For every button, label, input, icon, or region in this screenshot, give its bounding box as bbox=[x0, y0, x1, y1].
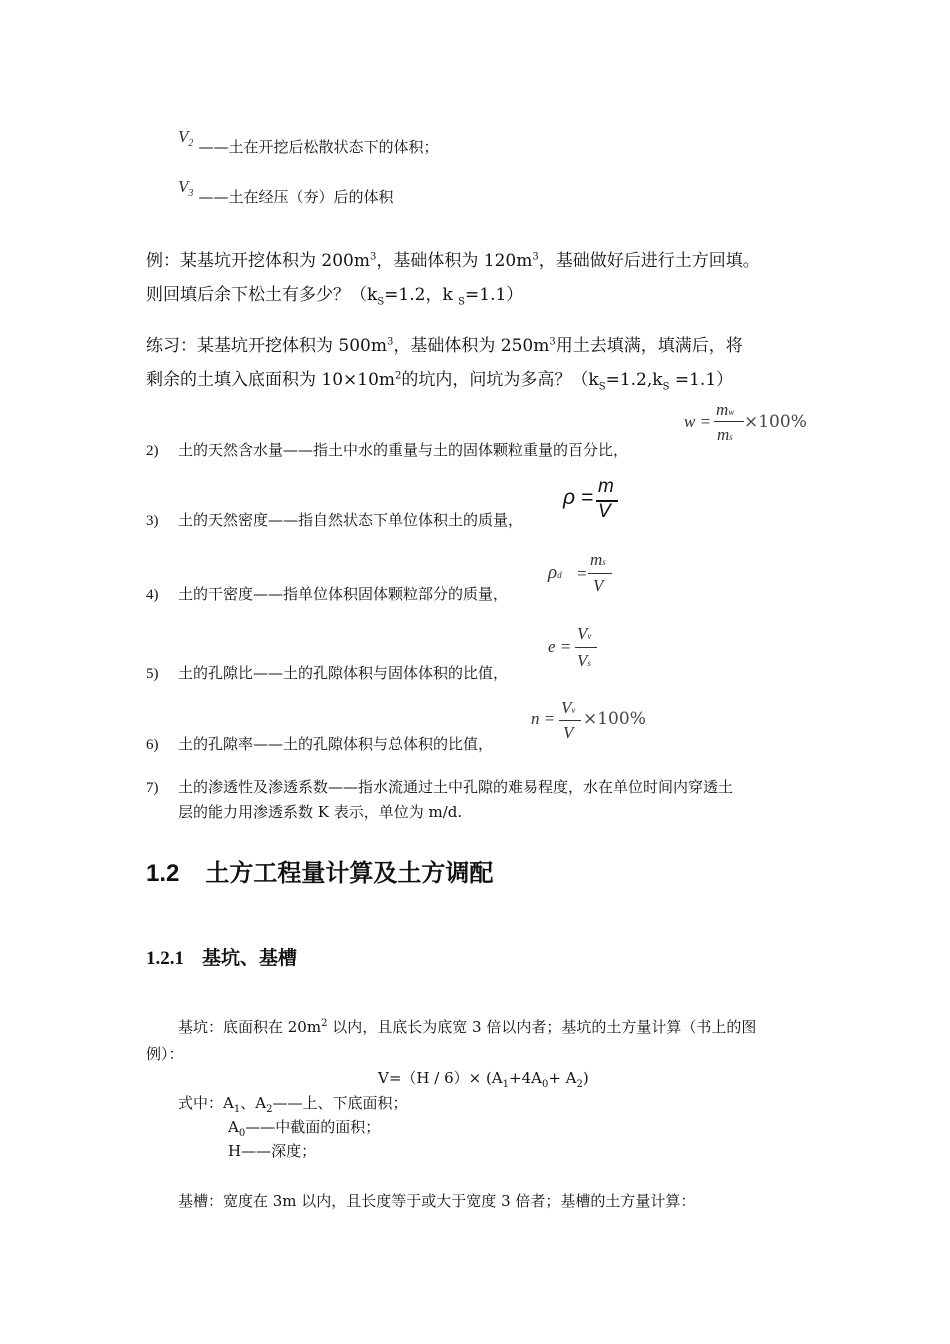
pit-h-line bbox=[228, 1140, 316, 1161]
denominator-symbol: V bbox=[577, 651, 588, 670]
exercise-text-g: =1.1） bbox=[669, 370, 734, 390]
pit-formula-sub-0: 0 bbox=[541, 1079, 549, 1090]
rho-sub: d bbox=[557, 570, 562, 580]
formula-numerator bbox=[716, 400, 734, 420]
pit-formula-sub-1: 1 bbox=[502, 1079, 510, 1090]
example-sub-2: S bbox=[458, 296, 466, 308]
example-text-b: ，基础体积为 120m bbox=[376, 251, 533, 271]
pit-where-sub-2: 2 bbox=[266, 1104, 273, 1115]
v2-text: ——土在开挖后松散状态下的体积； bbox=[198, 138, 439, 156]
item-porosity bbox=[146, 733, 493, 754]
subsection-number: 1.2.1 bbox=[146, 948, 184, 969]
formula-lhs: w = bbox=[684, 412, 712, 431]
section-number: 1.2 bbox=[146, 860, 180, 887]
v2-definition bbox=[178, 126, 439, 156]
exercise-sup-2: 3 bbox=[549, 336, 556, 348]
formula-denominator bbox=[577, 651, 591, 671]
item-text: 土的天然密度——指自然状态下单位体积土的质量， bbox=[178, 511, 524, 529]
item-number: 6) bbox=[146, 737, 159, 753]
pit-where-c: ——上、下底面积； bbox=[272, 1094, 408, 1112]
pit-sup: 2 bbox=[321, 1018, 328, 1029]
pit-formula-a: V=（H / 6）× (A bbox=[378, 1069, 503, 1087]
exercise-text-a: 练习：某基坑开挖体积为 500m bbox=[146, 336, 387, 356]
pit-text-c: 例）： bbox=[146, 1045, 184, 1063]
section-title: 土方工程量计算及土方调配 bbox=[205, 860, 494, 887]
formula-tail: ×100% bbox=[744, 412, 807, 432]
fraction-bar bbox=[714, 421, 744, 422]
pit-where-b: 、A bbox=[240, 1094, 267, 1112]
formula-lhs: e = bbox=[548, 637, 572, 656]
numerator-sub: v bbox=[587, 631, 592, 641]
exercise-text-b: ，基础体积为 250m bbox=[393, 336, 550, 356]
pit-line-2 bbox=[146, 1043, 184, 1064]
item-permeability bbox=[146, 776, 733, 797]
formula-porosity bbox=[531, 698, 651, 748]
exercise-sup-3: 2 bbox=[395, 370, 402, 382]
item-water-content bbox=[146, 439, 628, 460]
formula-numerator bbox=[590, 550, 606, 570]
pit-h-text: H——深度； bbox=[228, 1142, 317, 1160]
formula-lhs: ρ = bbox=[563, 486, 594, 509]
formula-tail: ×100% bbox=[583, 709, 646, 729]
item-dry-density bbox=[146, 583, 508, 604]
exercise-line-1 bbox=[146, 331, 743, 356]
item-text: 土的渗透性及渗透系数——指水流通过土中孔隙的难易程度，水在单位时间内穿透土 bbox=[178, 778, 734, 796]
pit-formula bbox=[378, 1067, 589, 1088]
item-text: 土的孔隙比——土的孔隙体积与固体体积的比值， bbox=[178, 664, 509, 682]
formula-denominator: V bbox=[598, 501, 611, 522]
rho-symbol: ρ bbox=[548, 562, 558, 583]
v2-subscript: 2 bbox=[188, 138, 194, 149]
formula-lhs bbox=[548, 562, 562, 584]
section-heading bbox=[146, 853, 493, 888]
pit-line-1 bbox=[178, 1016, 756, 1037]
numerator-sub: w bbox=[728, 407, 735, 417]
pit-formula-sub-2: 2 bbox=[576, 1079, 583, 1090]
numerator-symbol: m bbox=[716, 400, 729, 419]
item-number: 5) bbox=[146, 666, 159, 682]
example-text-c: ，基础做好后进行土方回填。 bbox=[538, 251, 760, 271]
v3-subscript: 3 bbox=[188, 188, 194, 199]
formula-numerator: m bbox=[598, 476, 614, 497]
item-void-ratio bbox=[146, 662, 508, 683]
numerator-symbol: m bbox=[590, 550, 603, 569]
formula-void-ratio bbox=[548, 624, 608, 679]
numerator-symbol: V bbox=[577, 624, 588, 643]
item-number: 7) bbox=[146, 780, 159, 796]
formula-equals: = bbox=[576, 564, 588, 583]
v3-symbol: V bbox=[178, 177, 189, 196]
example-text-f: =1.1） bbox=[465, 285, 524, 305]
fraction-bar bbox=[588, 573, 612, 574]
example-text-a: 例：某基坑开挖体积为 200m bbox=[146, 251, 370, 271]
item-text: 土的天然含水量——指土中水的重量与土的固体颗粒重量的百分比， bbox=[178, 441, 629, 459]
pit-where-line bbox=[178, 1092, 407, 1113]
formula-denominator: V bbox=[563, 723, 574, 742]
denominator-symbol: m bbox=[717, 425, 730, 444]
item-permeability-cont bbox=[178, 801, 462, 822]
subsection-title: 基坑、基槽 bbox=[202, 948, 298, 969]
denominator-sub: s bbox=[729, 432, 733, 442]
formula-numerator bbox=[577, 624, 591, 644]
fraction-bar bbox=[559, 720, 581, 721]
numerator-sub: s bbox=[602, 557, 606, 567]
pit-a0-symbol: A bbox=[228, 1118, 239, 1136]
pit-a0-sub: 0 bbox=[238, 1128, 246, 1139]
pit-where-a: 式中：A bbox=[178, 1094, 234, 1112]
example-sub-1: S bbox=[377, 296, 385, 308]
formula-denominator: V bbox=[593, 576, 604, 595]
item-text: 土的孔隙率——土的孔隙体积与总体积的比值， bbox=[178, 735, 494, 753]
trench-text: 基槽：宽度在 3m 以内，且长度等于或大于宽度 3 倍者；基槽的土方量计算： bbox=[178, 1192, 696, 1210]
item-density bbox=[146, 509, 523, 530]
item-text: 土的干密度——指单位体积固体颗粒部分的质量， bbox=[178, 585, 509, 603]
exercise-text-f: =1.2,k bbox=[605, 370, 663, 390]
exercise-text-c: 用土去填满，填满后，将 bbox=[555, 336, 743, 356]
pit-formula-d: ) bbox=[582, 1069, 589, 1087]
formula-dry-density bbox=[548, 550, 618, 600]
exercise-text-e: 的坑内，问坑为多高？（k bbox=[401, 370, 599, 390]
pit-where-sub-1: 1 bbox=[233, 1104, 241, 1115]
pit-text-a: 基坑：底面积在 20m bbox=[178, 1018, 322, 1036]
formula-numerator bbox=[561, 698, 575, 718]
formula-denominator bbox=[717, 425, 733, 445]
numerator-sub: v bbox=[571, 705, 576, 715]
exercise-line-2 bbox=[146, 365, 734, 393]
example-line-1 bbox=[146, 246, 760, 271]
item-number: 2) bbox=[146, 443, 159, 459]
pit-a0-line bbox=[228, 1116, 380, 1137]
pit-formula-b: +4A bbox=[509, 1069, 542, 1087]
v2-symbol: V bbox=[178, 127, 189, 146]
item-number: 4) bbox=[146, 587, 159, 603]
example-text-d: 则回填后余下松土有多少？（k bbox=[146, 285, 378, 305]
example-text-e: =1.2，k bbox=[384, 285, 459, 305]
example-sup-2: 3 bbox=[532, 251, 539, 263]
formula-water-content bbox=[684, 400, 814, 455]
pit-text-b: 以内，且底长为底宽 3 倍以内者；基坑的土方量计算（书上的图 bbox=[327, 1018, 757, 1036]
v3-text: ——土在经压（夯）后的体积 bbox=[198, 188, 394, 206]
v3-definition bbox=[178, 176, 394, 206]
formula-lhs: n = bbox=[531, 709, 556, 728]
trench-line bbox=[178, 1190, 695, 1211]
formula-density bbox=[563, 476, 623, 526]
item-text-cont: 层的能力用渗透系数 K 表示，单位为 m/d. bbox=[178, 803, 463, 821]
example-line-2 bbox=[146, 280, 524, 308]
numerator-symbol: V bbox=[561, 698, 572, 717]
subsection-heading bbox=[146, 943, 297, 970]
pit-formula-c: + A bbox=[548, 1069, 577, 1087]
exercise-sup-1: 3 bbox=[386, 336, 394, 348]
exercise-sub-1: S bbox=[598, 381, 606, 393]
denominator-sub: s bbox=[587, 658, 591, 668]
fraction-bar bbox=[575, 647, 597, 648]
item-number: 3) bbox=[146, 513, 159, 529]
exercise-text-d: 剩余的土填入底面积为 10×10m bbox=[146, 370, 396, 390]
pit-a0-text: ——中截面的面积； bbox=[245, 1118, 381, 1136]
example-sup-1: 3 bbox=[369, 251, 377, 263]
exercise-sub-2: S bbox=[662, 381, 670, 393]
